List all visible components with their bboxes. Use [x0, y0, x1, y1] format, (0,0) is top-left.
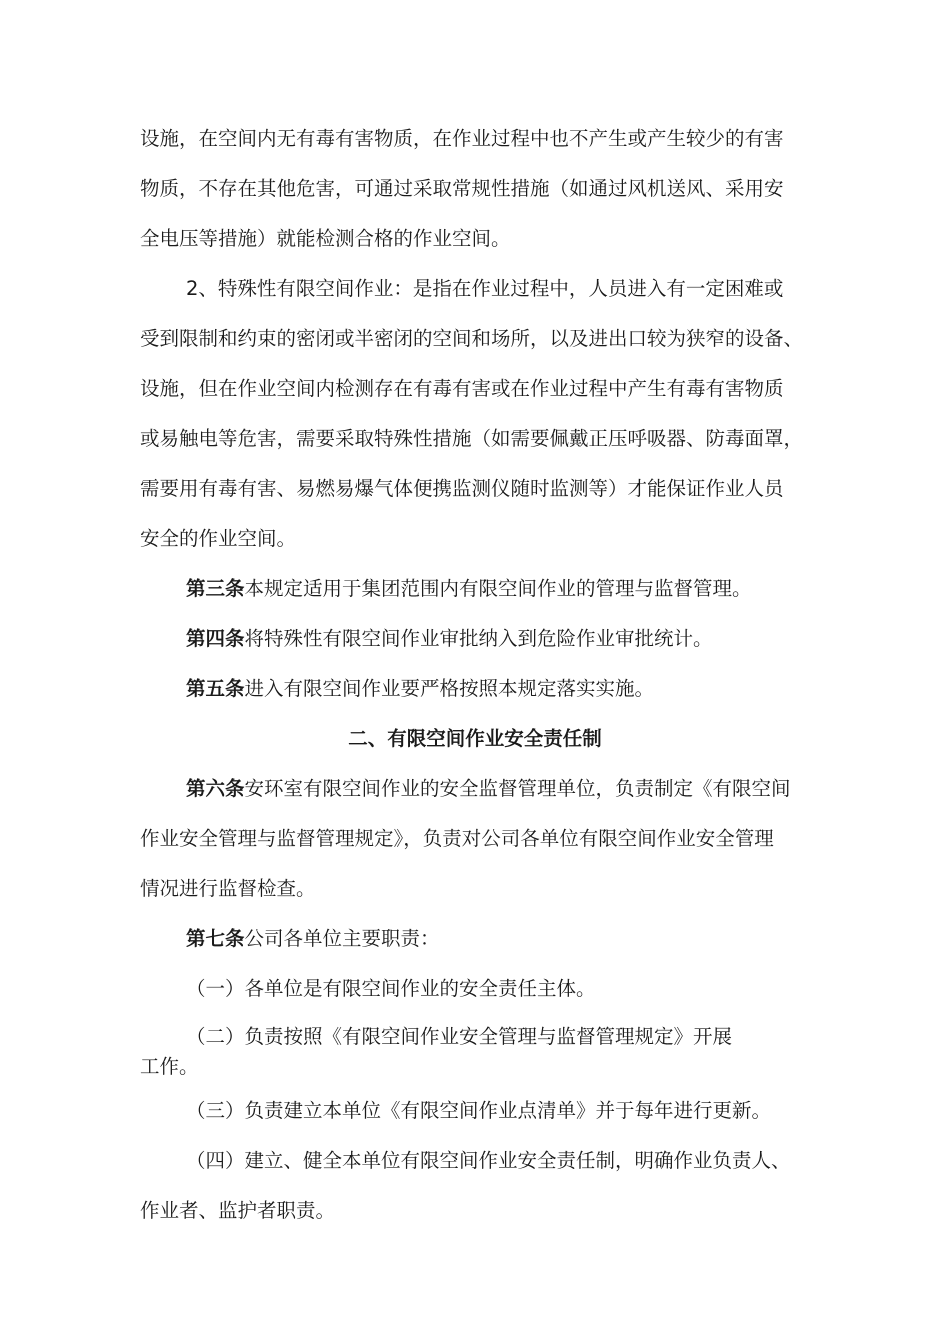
article-label: 第四条: [186, 627, 245, 650]
list-item: （三）负责建立本单位《有限空间作业点清单》并于每年进行更新。: [186, 1099, 772, 1122]
paragraph-line: 设施，但在作业空间内检测存在有毒有害或在作业过程中产生有毒有害物质: [140, 377, 784, 400]
article-text: 本规定适用于集团范围内有限空间作业的管理与监督管理。: [244, 577, 752, 600]
paragraph-line: 情况进行监督检查。: [140, 877, 316, 900]
article-label: 第三条: [186, 577, 245, 600]
paragraph-line: 受到限制和约束的密闭或半密闭的空间和场所，以及进出口较为狭窄的设备、: [140, 327, 804, 350]
article-5: [186, 674, 886, 704]
article-text: 安环室有限空间作业的安全监督管理单位，负责制定《有限空间: [244, 777, 791, 800]
article-4: [186, 624, 886, 654]
list-item: （二）负责按照《有限空间作业安全管理与监督管理规定》开展: [186, 1025, 733, 1048]
section-heading: 二、有限空间作业安全责任制: [348, 727, 602, 750]
paragraph-line: 2、特殊性有限空间作业：是指在作业过程中，人员进入有一定困难或: [186, 277, 784, 300]
article-7: [186, 924, 886, 954]
paragraph-line: 物质，不存在其他危害，可通过采取常规性措施（如通过风机送风、采用安: [140, 177, 784, 200]
list-item: （一）各单位是有限空间作业的安全责任主体。: [186, 977, 596, 1000]
paragraph-line: 作业者、监护者职责。: [140, 1199, 336, 1222]
list-item: （四）建立、健全本单位有限空间作业安全责任制，明确作业负责人、: [186, 1149, 791, 1172]
paragraph-line: 全电压等措施）就能检测合格的作业空间。: [140, 227, 511, 250]
article-text: 公司各单位主要职责：: [244, 927, 440, 950]
paragraph-line: 或易触电等危害，需要采取特殊性措施（如需要佩戴正压呼吸器、防毒面罩，: [140, 427, 804, 450]
paragraph-line: 需要用有毒有害、易燃易爆气体便携监测仪随时监测等）才能保证作业人员: [140, 477, 784, 500]
article-text: 进入有限空间作业要严格按照本规定落实实施。: [244, 677, 655, 700]
paragraph-line: 设施，在空间内无有毒有害物质，在作业过程中也不产生或产生较少的有害: [140, 127, 784, 150]
paragraph-line: 工作。: [140, 1055, 199, 1078]
article-3: [186, 574, 886, 604]
paragraph-line: 安全的作业空间。: [140, 527, 297, 550]
paragraph-line: 作业安全管理与监督管理规定》，负责对公司各单位有限空间作业安全管理: [140, 827, 774, 850]
article-text: 将特殊性有限空间作业审批纳入到危险作业审批统计。: [244, 627, 713, 650]
article-label: 第七条: [186, 927, 245, 950]
article-6: [186, 774, 886, 804]
article-label: 第六条: [186, 777, 245, 800]
article-label: 第五条: [186, 677, 245, 700]
